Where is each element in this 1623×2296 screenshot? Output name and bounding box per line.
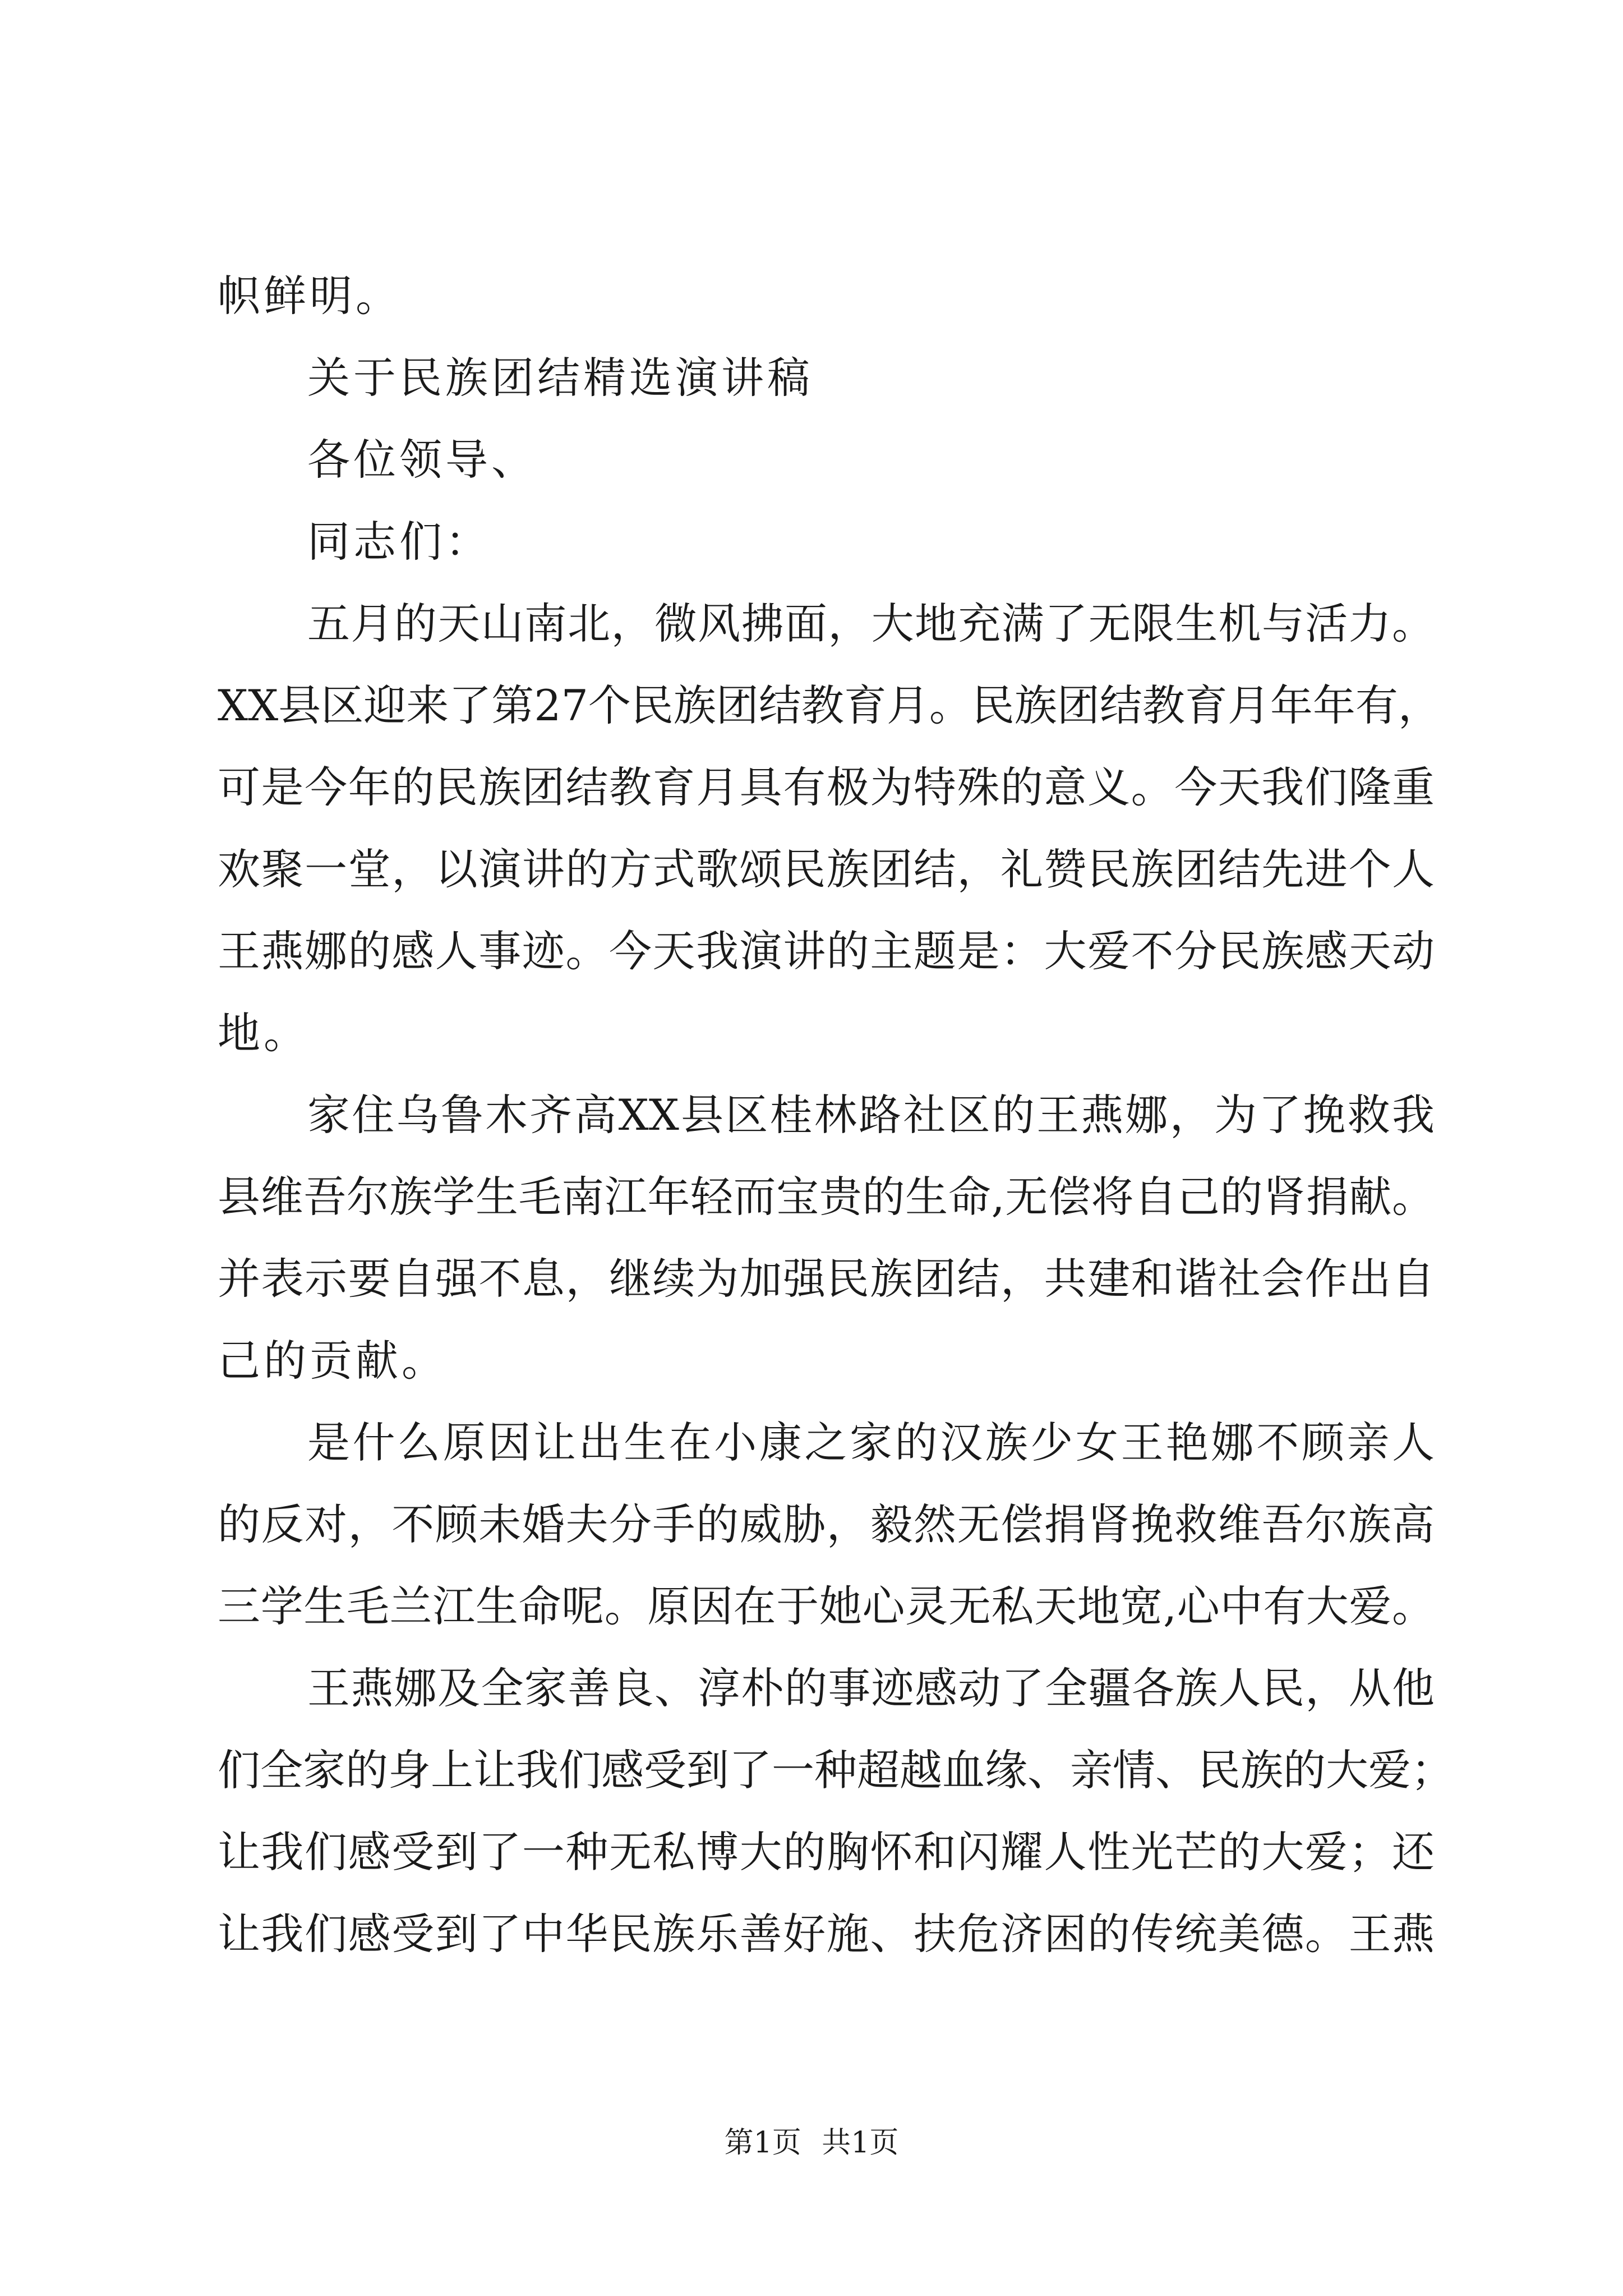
text-line: 的反对，不顾未婚夫分手的威胁，毅然无偿捐肾挽救维吾尔族高 (218, 1499, 1435, 1549)
text-line: 并表示要自强不息，继续为加强民族团结，共建和谐社会作出自 (218, 1254, 1435, 1304)
page-number: 第1页 (724, 2126, 801, 2160)
text-line: 帜鲜明。 (218, 271, 402, 321)
text-line: 王燕娜的感人事迹。今天我演讲的主题是：大爱不分民族感天动 (218, 926, 1435, 976)
text-line: 关于民族团结精选演讲稿 (307, 353, 813, 403)
page-total: 共1页 (822, 2126, 899, 2160)
text-line: 可是今年的民族团结教育月具有极为特殊的意义。今天我们隆重 (218, 762, 1435, 812)
text-line: 己的贡献。 (218, 1336, 448, 1386)
text-line: 家住乌鲁木齐高XX县区桂林路社区的王燕娜，为了挽救我 (307, 1090, 1435, 1140)
text-line: 五月的天山南北，微风拂面，大地充满了无限生机与活力。 (307, 599, 1435, 648)
text-line: 们全家的身上让我们感受到了一种超越血缘、亲情、民族的大爱； (218, 1745, 1454, 1795)
text-line: 各位领导、 (307, 435, 537, 485)
text-line: XX县区迎来了第27个民族团结教育月。民族团结教育月年年有， (218, 680, 1441, 730)
text-line: 同志们： (307, 517, 491, 567)
text-line: 是什么原因让出生在小康之家的汉族少女王艳娜不顾亲人 (307, 1418, 1435, 1467)
document-body (218, 255, 1454, 1975)
text-line: 王燕娜及全家善良、淳朴的事迹感动了全疆各族人民，从他 (307, 1663, 1435, 1713)
text-line: 让我们感受到了一种无私博大的胸怀和闪耀人性光芒的大爱；还 (218, 1827, 1435, 1877)
text-line: 欢聚一堂，以演讲的方式歌颂民族团结，礼赞民族团结先进个人 (218, 844, 1435, 894)
text-line: 三学生毛兰江生命呢。原因在于她心灵无私天地宽,心中有大爱。 (218, 1581, 1435, 1631)
text-line: 让我们感受到了中华民族乐善好施、扶危济困的传统美德。王燕 (218, 1909, 1435, 1959)
text-line: 县维吾尔族学生毛南江年轻而宝贵的生命,无偿将自己的肾捐献。 (218, 1172, 1435, 1222)
text-line: 地。 (218, 1008, 310, 1058)
page-footer (0, 2123, 1623, 2162)
